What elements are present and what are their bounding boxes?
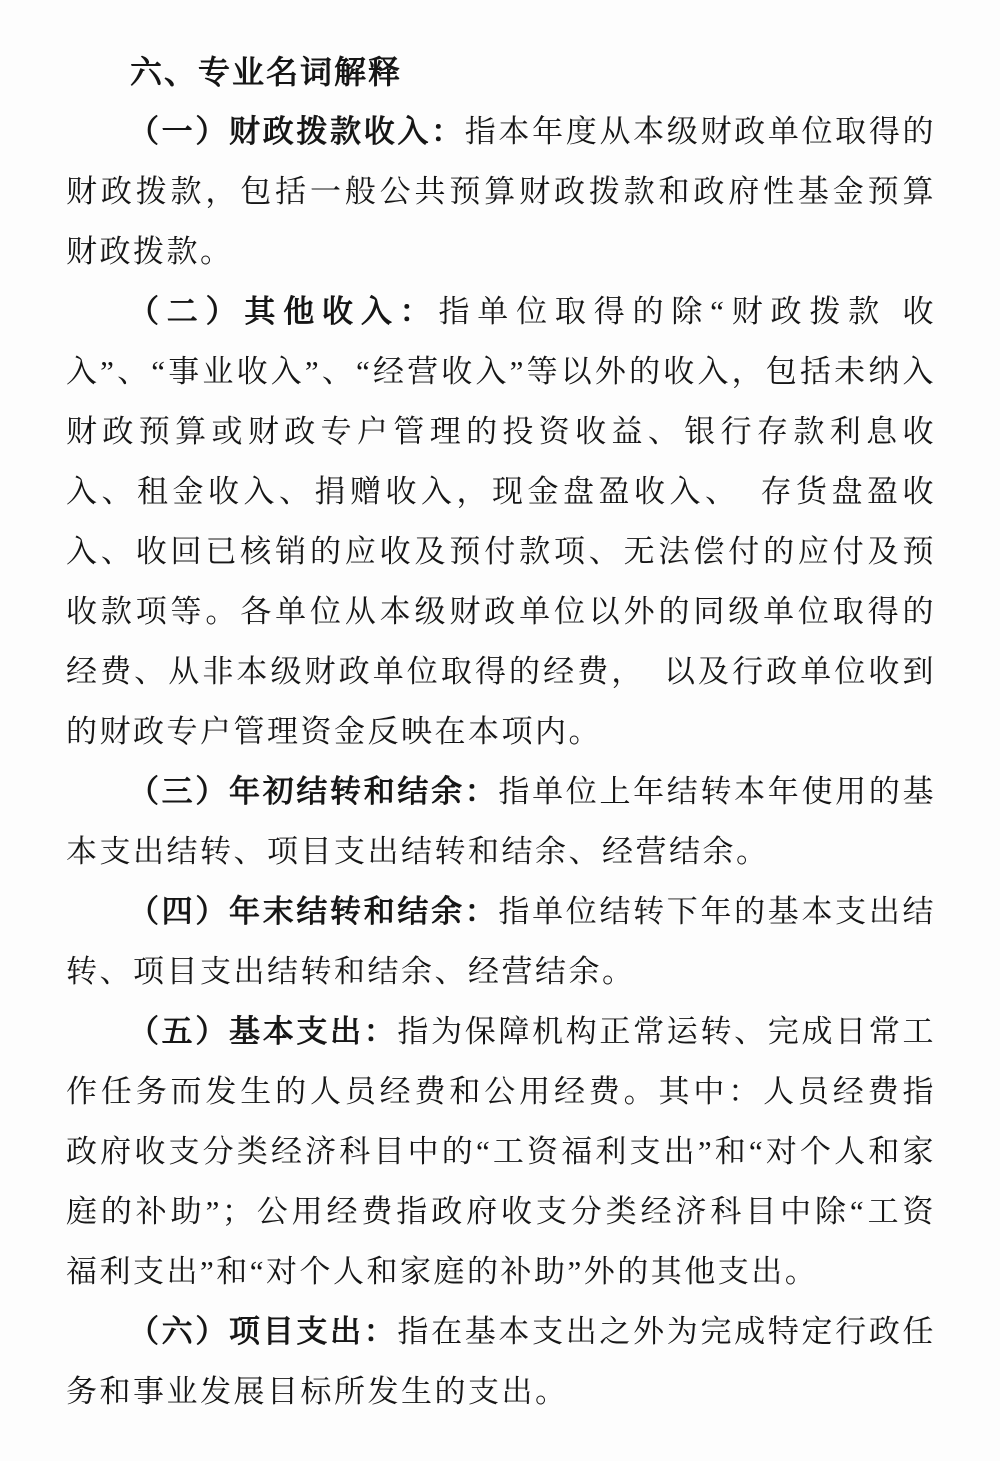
document-heading: 六、专业名词解释 bbox=[130, 54, 403, 90]
term-label: （三）年初结转和结余： bbox=[128, 774, 499, 809]
paragraph-year-end-carryover bbox=[66, 882, 936, 1002]
paragraph-fiscal-appropriation-income bbox=[66, 102, 936, 282]
term-label: （一）财政拨款收入： bbox=[128, 114, 465, 149]
paragraph-beginning-year-carryover bbox=[66, 762, 936, 882]
term-label: （二）其他收入： bbox=[128, 294, 439, 329]
paragraph-text: 指本年度从本级财政单位取得的财政拨款，包括一般公共预算财政拨款和政府性基金预算财政拨款。 bbox=[66, 114, 937, 269]
paragraph-text: 指单位结转下年的基本支出结转、项目支出结转和结余、经营结余。 bbox=[66, 894, 937, 989]
term-label: （六）项目支出： bbox=[128, 1314, 398, 1349]
paragraph-text: 指单位上年结转本年使用的基本支出结转、项目支出结转和结余、经营结余。 bbox=[66, 774, 937, 869]
paragraph-project-expenditure bbox=[66, 1302, 936, 1422]
paragraph-other-income bbox=[66, 282, 936, 762]
paragraph-text: 指为保障机构正常运转、完成日常工作任务而发生的人员经费和公用经费。其中：人员经费指政府收支分类经济科目中的“工资福利支出”和“对个人和家庭的补助”；公用经费指政府收支分类经济科目中除“工资福利支出”和“对个人和家庭的补助”外的其他支出。 bbox=[66, 1014, 936, 1289]
term-label: （五）基本支出： bbox=[128, 1014, 398, 1049]
term-label: （四）年末结转和结余： bbox=[128, 894, 499, 929]
paragraph-basic-expenditure bbox=[66, 1002, 936, 1302]
paragraph-text: 指单位取得的除“财政拨款 收入”、“事业收入”、“经营收入”等以外的收入，包括未纳入财政预算或财政专户管理的投资收益、银行存款利息收入、租金收入、捐赠收入，现金盘盈收入、 存货盘盈收入、收回已核销的应收及预付款项、无法偿付的应付及预收款项等。各单位从本级财政单位以外的同级单位取得的经费、从非本级财政单位取得的经费， 以及行政单位收到的财政专户管理资金反映在本项内。 bbox=[66, 294, 937, 749]
paragraph-text: 指在基本支出之外为完成特定行政任务和事业发展目标所发生的支出。 bbox=[66, 1314, 936, 1409]
